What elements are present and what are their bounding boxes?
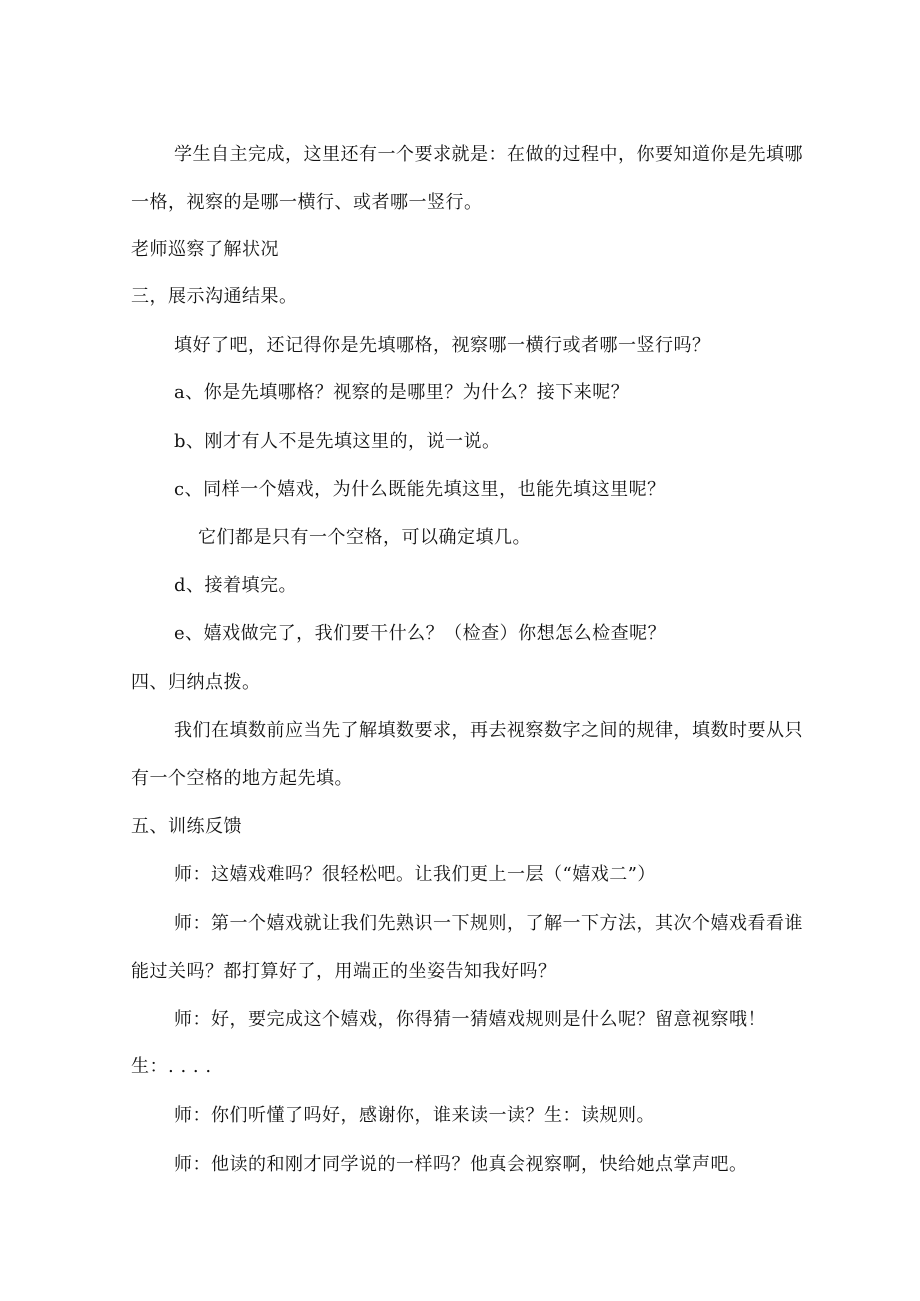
- dialogue-line: 师：好，要完成这个嬉戏，你得猜一猜嬉戏规则是什么呢？留意视察哦！: [174, 1009, 766, 1030]
- list-item: a、你是先填哪格？视察的是哪里？为什么？接下来呢？: [174, 382, 630, 403]
- paragraph-line: 它们都是只有一个空格，可以确定填几。: [198, 527, 531, 548]
- dialogue-line: 生：. . . .: [131, 1056, 212, 1077]
- section-heading: 五、训练反馈: [131, 816, 242, 837]
- paragraph-line: 填好了吧，还记得你是先填哪格，视察哪一横行或者哪一竖行吗？: [174, 335, 711, 356]
- dialogue-line: 师：你们听懂了吗好，感谢你，谁来读一读？生：读规则。: [174, 1105, 655, 1126]
- section-heading: 三，展示沟通结果。: [131, 286, 298, 307]
- list-item: d、接着填完。: [174, 575, 298, 596]
- paragraph-line: 我们在填数前应当先了解填数要求，再去视察数字之间的规律，填数时要从只: [174, 720, 803, 741]
- list-item: b、刚才有人不是先填这里的，说一说。: [174, 431, 501, 452]
- paragraph-line: 有一个空格的地方起先填。: [131, 768, 353, 789]
- paragraph-line: 老师巡察了解状况: [131, 239, 279, 260]
- paragraph-line: 学生自主完成，这里还有一个要求就是：在做的过程中，你要知道你是先填哪: [174, 144, 803, 165]
- dialogue-line: 能过关吗？都打算好了，用端正的坐姿告知我好吗？: [131, 961, 557, 982]
- list-item: c、同样一个嬉戏，为什么既能先填这里，也能先填这里呢？: [174, 479, 666, 500]
- dialogue-line: 师：这嬉戏难吗？很轻松吧。让我们更上一层（“嬉戏二”）: [174, 864, 656, 885]
- dialogue-line: 师：他读的和刚才同学说的一样吗？他真会视察啊，快给她点掌声吧。: [174, 1154, 748, 1175]
- dialogue-line: 师：第一个嬉戏就让我们先熟识一下规则，了解一下方法，其次个嬉戏看看谁: [174, 913, 803, 934]
- paragraph-line: 一格，视察的是哪一横行、或者哪一竖行。: [131, 192, 483, 213]
- section-heading: 四、归纳点拨。: [131, 672, 261, 693]
- list-item: e、嬉戏做完了，我们要干什么？（检查）你想怎么检查呢？: [174, 623, 667, 644]
